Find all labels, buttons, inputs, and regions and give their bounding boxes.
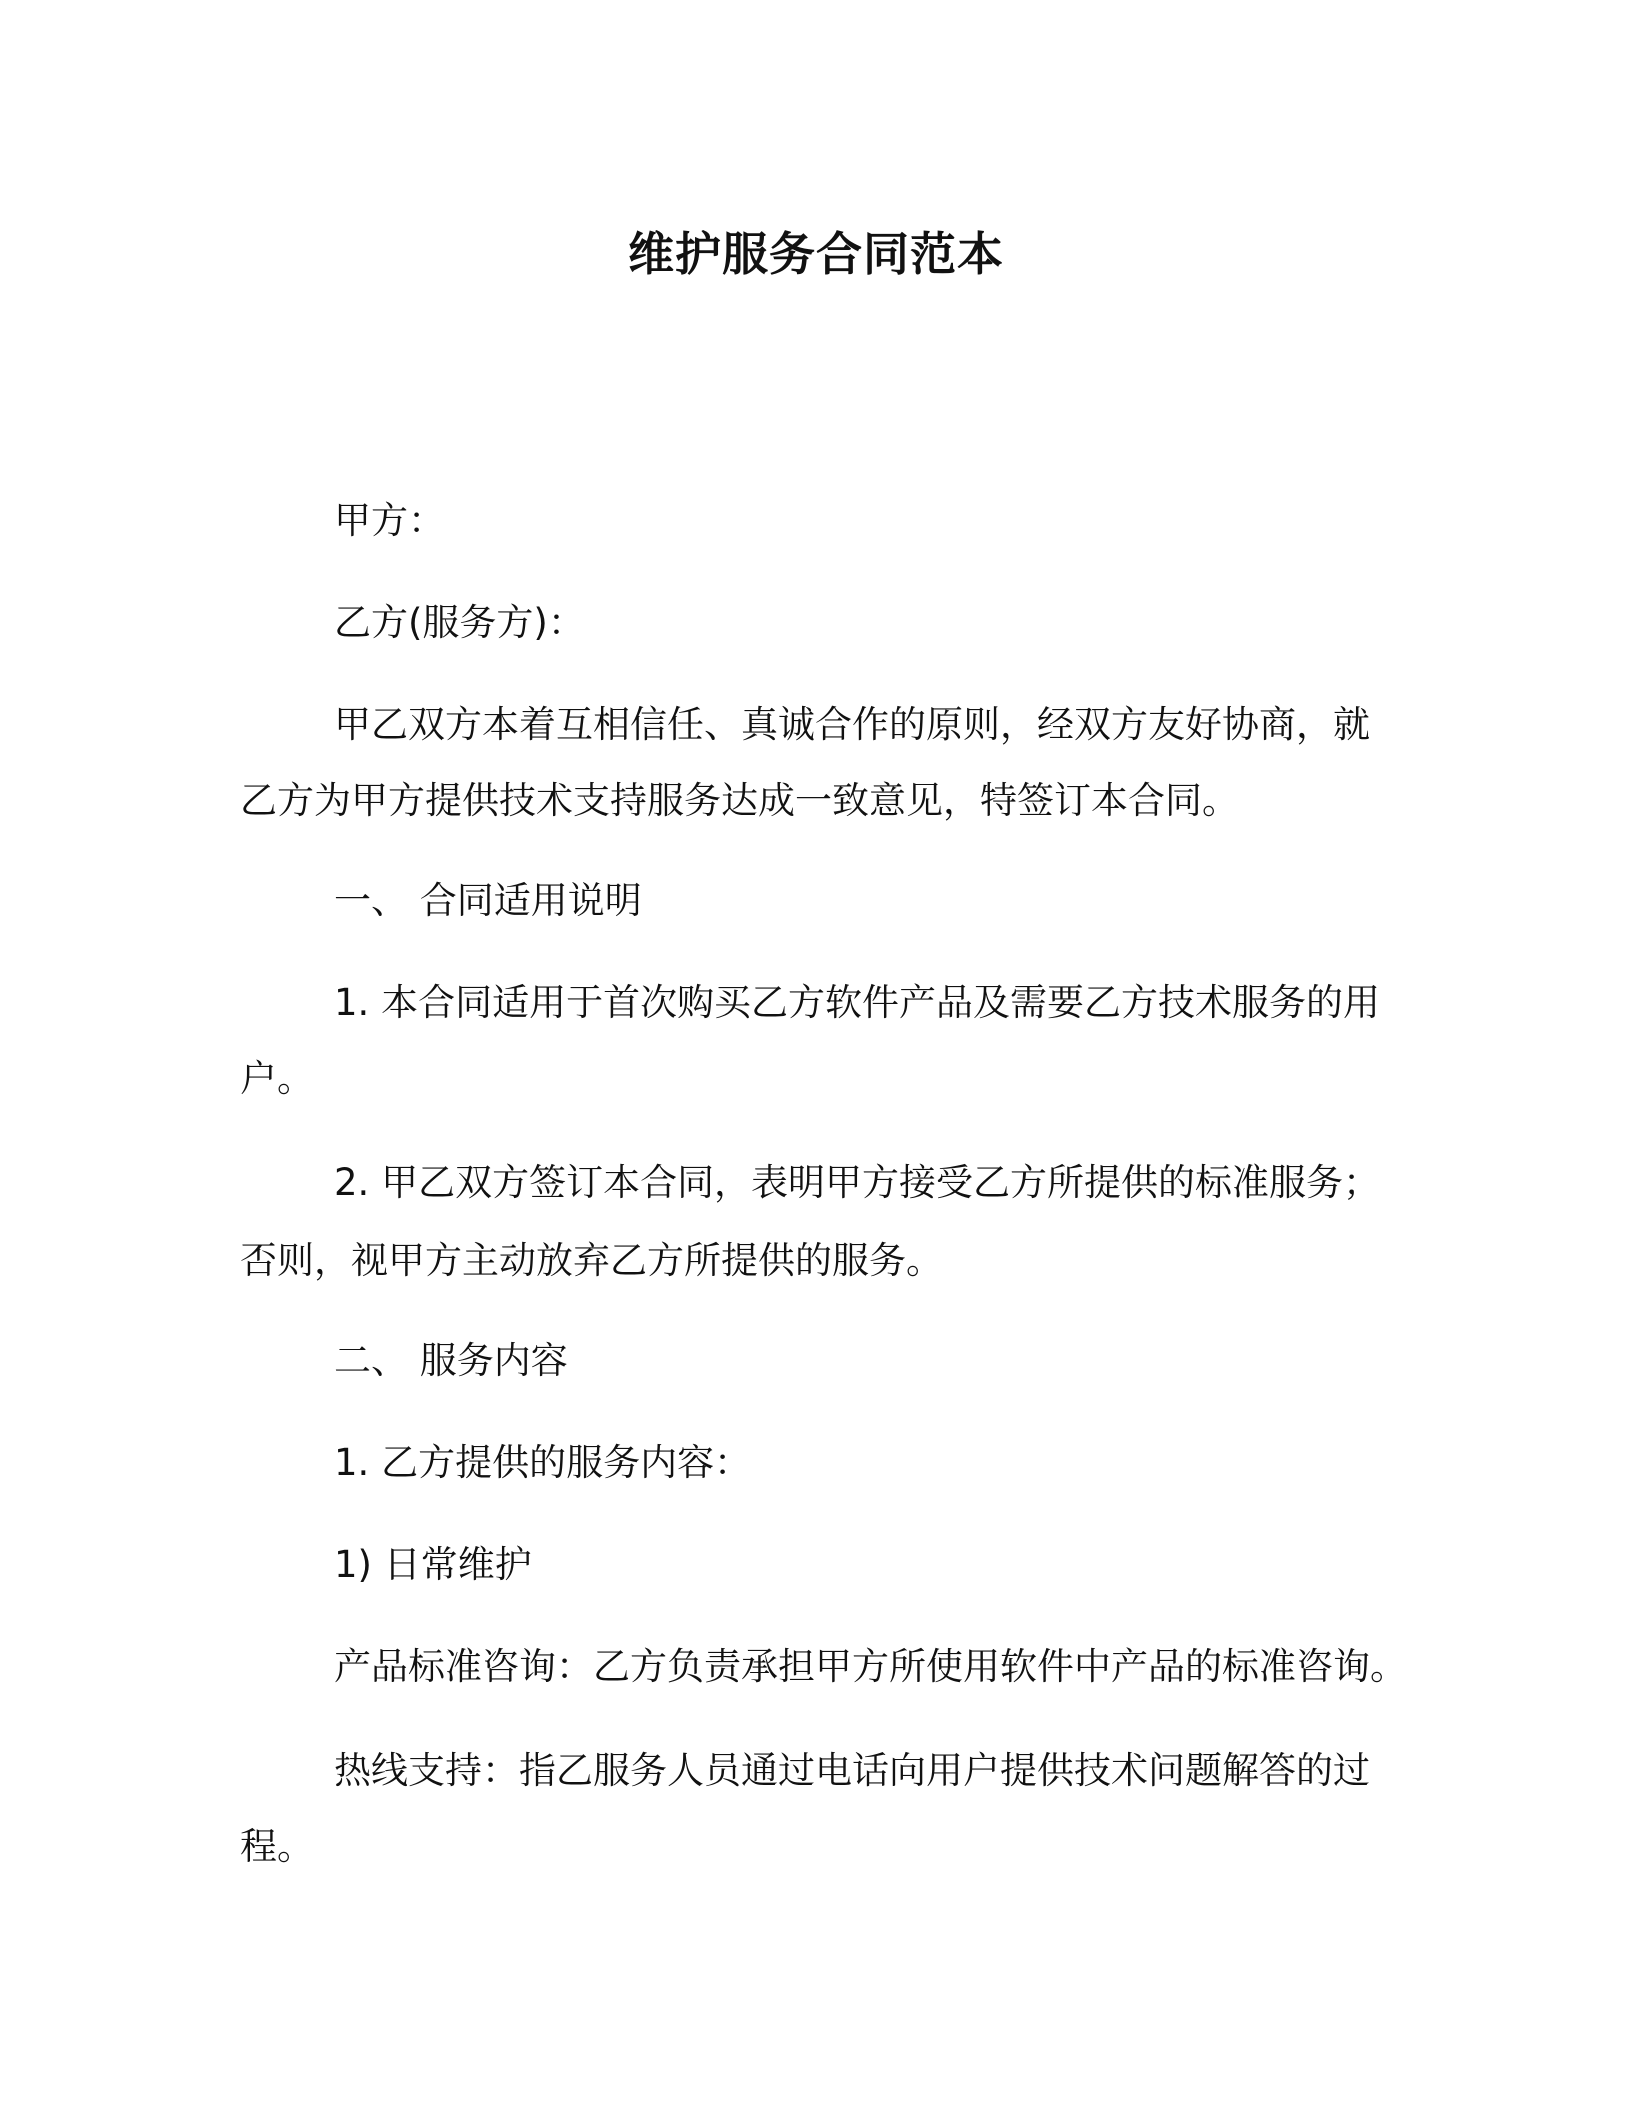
section-2-subitem-1: 1) 日常维护 — [334, 1543, 532, 1586]
party-a-label: 甲方： — [334, 499, 445, 542]
section-1-item-2-line-1: 2. 甲乙双方签订本合同，表明甲方接受乙方所提供的标准服务； — [334, 1161, 1381, 1204]
hotline-paragraph-line-2: 程。 — [240, 1825, 314, 1868]
intro-paragraph-line-2: 乙方为甲方提供技术支持服务达成一致意见，特签订本合同。 — [240, 779, 1239, 822]
section-1-item-2-line-2: 否则，视甲方主动放弃乙方所提供的服务。 — [240, 1239, 943, 1282]
section-2-heading: 二、 服务内容 — [334, 1339, 568, 1382]
section-1-item-1-line-1: 1. 本合同适用于首次购买乙方软件产品及需要乙方技术服务的用 — [334, 981, 1381, 1024]
intro-paragraph-line-1: 甲乙双方本着互相信任、真诚合作的原则，经双方友好协商，就 — [334, 703, 1370, 746]
party-b-label: 乙方(服务方)： — [334, 601, 585, 644]
section-2-item-1: 1. 乙方提供的服务内容： — [334, 1441, 752, 1484]
section-1-item-1-line-2: 户。 — [240, 1057, 314, 1100]
document-title: 维护服务合同范本 — [628, 227, 1004, 281]
product-consult-paragraph: 产品标准咨询：乙方负责承担甲方所使用软件中产品的标准咨询。 — [334, 1645, 1407, 1688]
hotline-paragraph-line-1: 热线支持：指乙服务人员通过电话向用户提供技术问题解答的过 — [334, 1749, 1370, 1792]
section-1-heading: 一、 合同适用说明 — [334, 879, 642, 922]
